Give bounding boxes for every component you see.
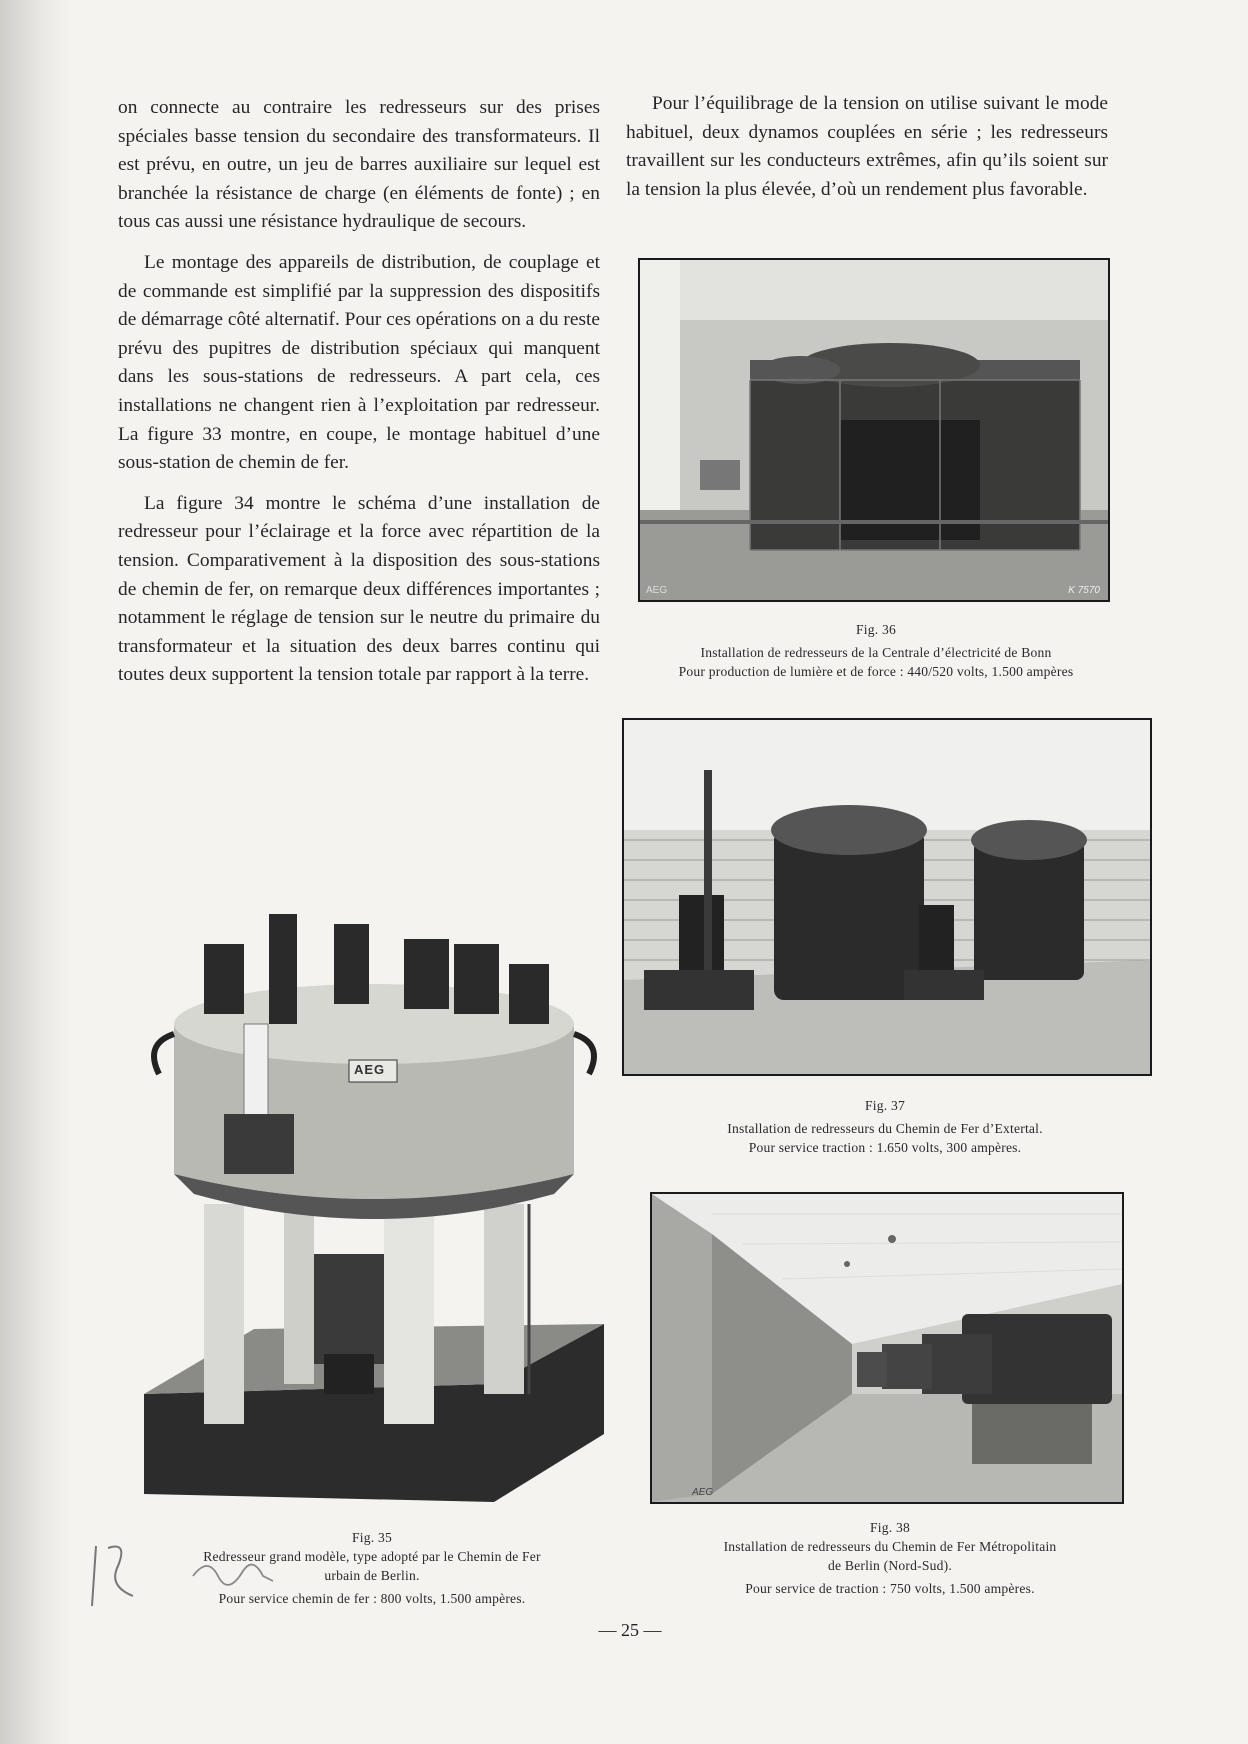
fig37-caption — [622, 1096, 1148, 1157]
caption-line: Installation de redresseurs du Chemin de Fer Métropolitain — [723, 1539, 1057, 1554]
caption-line: Pour service de traction : 750 volts, 1.500 ampères. — [745, 1581, 1035, 1596]
fig36-photo — [638, 258, 1110, 602]
page-number: — 25 — — [598, 1620, 662, 1640]
figure-label: Fig. 38 — [870, 1520, 910, 1535]
paragraph: Pour l’équilibrage de la tension on utilise suivant le mode habituel, deux dynamos couplées en série ; les redresseurs travaillent sur les conducteurs extrêmes, afin qu’ils soient sur la tension la plus élevée, d’où un rendement plus favorable. — [626, 93, 1108, 200]
aeg-badge: AEG — [354, 1062, 386, 1077]
fig35-photo — [134, 874, 610, 1502]
figure-label: Fig. 36 — [856, 622, 896, 637]
photo-mark-aeg: AEG — [646, 585, 668, 596]
caption-line: de Berlin (Nord-Sud). — [828, 1558, 952, 1573]
fig38-caption — [640, 1518, 1140, 1598]
fig38-photo — [650, 1192, 1124, 1504]
photo-mark-aeg: AEG — [692, 1487, 714, 1498]
figure-label: Fig. 37 — [865, 1098, 905, 1113]
paragraph: La figure 34 montre le schéma d’une installation de redresseur pour l’éclairage et la force avec répartition de la tension. Comparativement à la disposition des sous-stations de chemin de fer, on remarque deux différences importantes ; notamment le réglage de tension sur le neutre du primaire du transformateur et la situation des deux barres continu qui toutes deux supportent la tension totale par rapport à la terre. — [118, 492, 600, 686]
paragraph: on connecte au contraire les redresseurs sur des prises spéciales basse tension du secondaire des transformateurs. Il est prévu, en outre, un jeu de barres auxiliaire sur lequel est branchée la résistance de charge (en éléments de fonte) ; en tous cas aussi une résistance hydraulique de secours. — [118, 97, 600, 233]
fig36-caption — [626, 620, 1126, 681]
caption-line: urbain de Berlin. — [324, 1568, 420, 1583]
caption-line: Redresseur grand modèle, type adopté par le Chemin de Fer — [203, 1549, 541, 1564]
page-gutter-shadow — [0, 0, 70, 1744]
caption-line: Pour production de lumière et de force : 440/520 volts, 1.500 ampères — [678, 664, 1074, 679]
caption-line: Installation de redresseurs de la Centrale d’électricité de Bonn — [700, 645, 1052, 660]
left-text-column — [118, 94, 600, 702]
paragraph: Le montage des appareils de distribution, de couplage et de commande est simplifié par la suppression des dispositifs de démarrage côté alternatif. Pour ces opérations on a du reste prévu des pupitres de distribution spéciaux qui manquent dans les sous-stations de redresseurs. A part cela, ces installations ne changent rien à l’exploitation par redresseur. La figure 33 montre, en coupe, le montage habituel d’une sous-station de chemin de fer. — [118, 251, 600, 474]
fig37-photo — [622, 718, 1152, 1076]
handwritten-annotation — [88, 1536, 288, 1616]
caption-line: Installation de redresseurs du Chemin de Fer d’Extertal. — [727, 1121, 1043, 1136]
figure-label: Fig. 35 — [352, 1530, 392, 1545]
photo-mark-number: K 7570 — [1068, 585, 1100, 596]
caption-line: Pour service traction : 1.650 volts, 300 ampères. — [748, 1140, 1022, 1155]
caption-line: Pour service chemin de fer : 800 volts, 1.500 ampères. — [218, 1591, 526, 1606]
right-text-column — [626, 90, 1108, 216]
